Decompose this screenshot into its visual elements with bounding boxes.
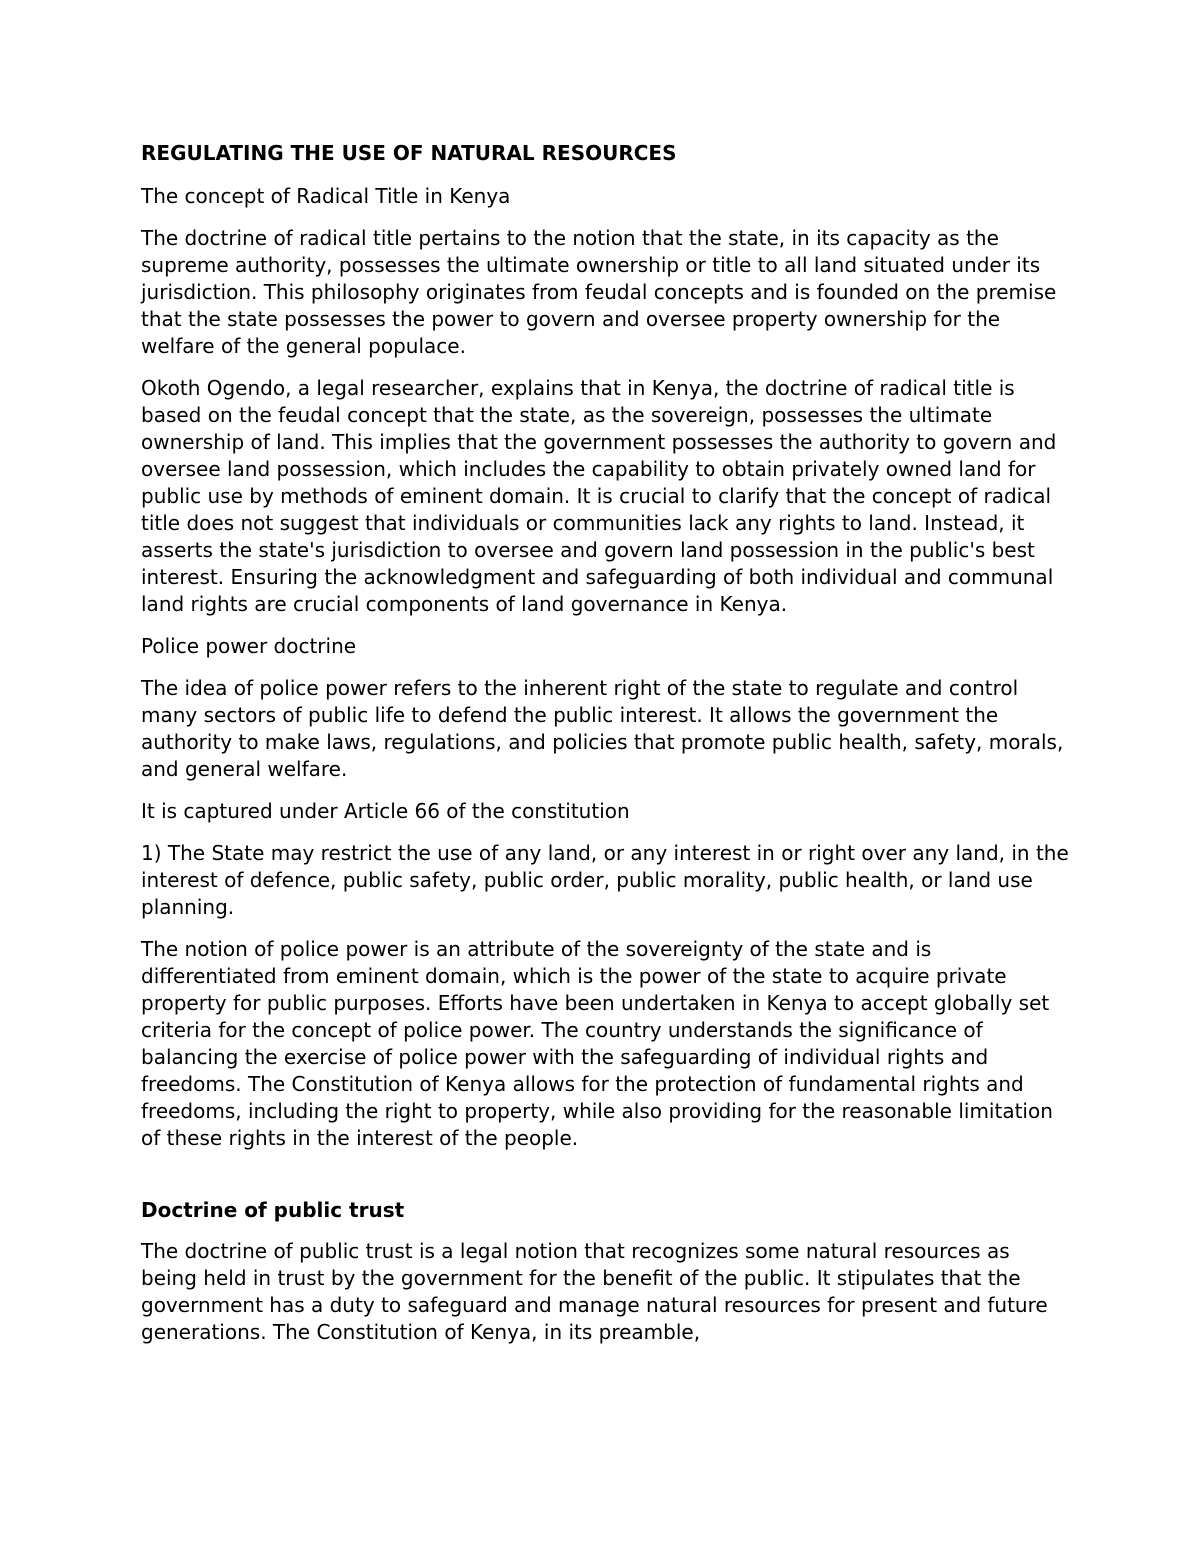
document-page [141,138,1071,1361]
section-heading-radical-title: The concept of Radical Title in Kenya [141,184,511,208]
document-title: REGULATING THE USE OF NATURAL RESOURCES [141,141,677,165]
paragraph: The idea of police power refers to the inherent right of the state to regulate and control many sectors of public life to defend the public interest. It allows the government the authority to make laws, regulations, and policies that promote public health, safety, morals, and general welfare. [141,676,1064,781]
paragraph: The doctrine of radical title pertains to the notion that the state, in its capacity as the supreme authority, possesses the ultimate ownership or title to all land situated under its jurisdiction. This philosophy originates from feudal concepts and is founded on the premise that the state possesses the power to govern and oversee property ownership for the welfare of the general populace. [141,226,1057,358]
paragraph: The notion of police power is an attribute of the sovereignty of the state and is differentiated from eminent domain, which is the power of the state to acquire private property for public purposes. Efforts have been undertaken in Kenya to accept globally set criteria for the concept of police power. The country understands the significance of balancing the exercise of police power with the safeguarding of individual rights and freedoms. The Constitution of Kenya allows for the protection of fundamental rights and freedoms, including the right to property, while also providing for the reasonable limitation of these rights in the interest of the people. [141,937,1053,1150]
article-clause: 1) The State may restrict the use of any land, or any interest in or right over any land, in the interest of defence, public safety, public order, public morality, public health, or land use planning. [141,841,1069,919]
paragraph: It is captured under Article 66 of the constitution [141,799,630,823]
section-heading-police-power: Police power doctrine [141,634,357,658]
paragraph: The doctrine of public trust is a legal notion that recognizes some natural resources as being held in trust by the government for the benefit of the public. It stipulates that the government has a duty to safeguard and manage natural resources for present and future generations. The Constitution of Kenya, in its preamble, [141,1239,1048,1344]
section-heading-public-trust: Doctrine of public trust [141,1198,405,1222]
blank-line [141,1167,1071,1195]
paragraph: Okoth Ogendo, a legal researcher, explains that in Kenya, the doctrine of radical title is based on the feudal concept that the state, as the sovereign, possesses the ultimate ownership of land. This implies that the government possesses the authority to govern and oversee land possession, which includes the capability to obtain privately owned land for public use by methods of eminent domain. It is crucial to clarify that the concept of radical title does not suggest that individuals or communities lack any rights to land. Instead, it asserts the state's jurisdiction to oversee and govern land possession in the public's best interest. Ensuring the acknowledgment and safeguarding of both individual and communal land rights are crucial components of land governance in Kenya. [141,376,1057,616]
